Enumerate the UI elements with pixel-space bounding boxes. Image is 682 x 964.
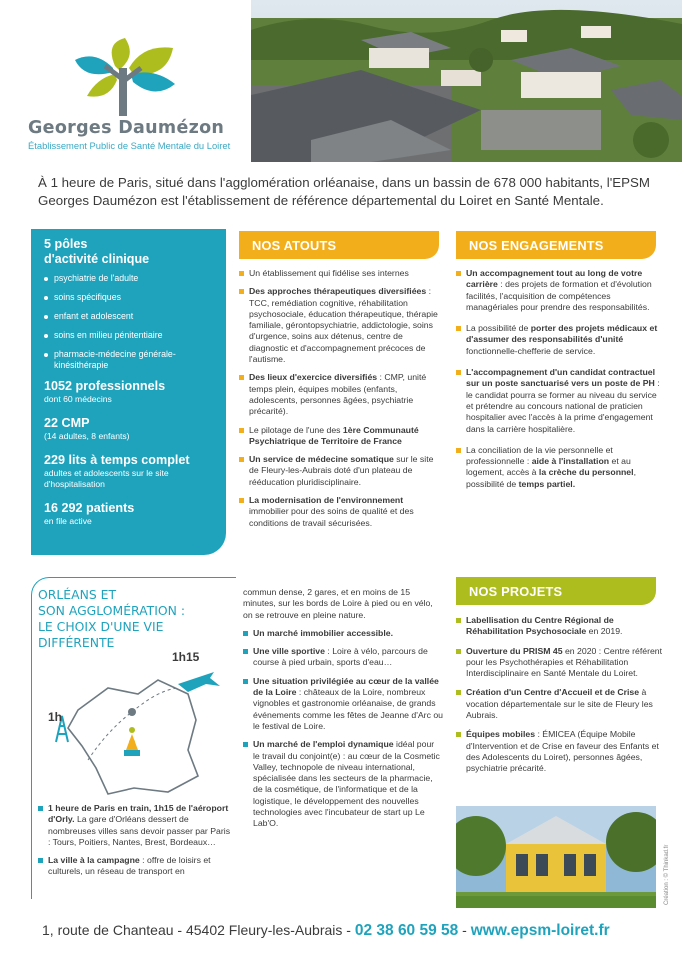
stats-box [31, 229, 226, 555]
list-item: psychiatrie de l'adulte [44, 273, 216, 284]
list-item: Le pilotage de l'une des 1ère Communauté Psychiatrique de Territoire de France [239, 425, 444, 448]
list-item: commun dense, 2 gares, et en moins de 15 minutes, sur les bords de Loire à pied ou en vélo, on se retrouve en pleine nature. [243, 587, 433, 620]
atouts-header: NOS ATOUTS [239, 231, 439, 259]
poles-title: 5 pôles d'activité clinique [44, 237, 150, 266]
footer [42, 922, 610, 940]
list-item: Équipes mobiles : ÉMICEA (Équipe Mobile d'Intervention et de Crise en faveur des Enfants et des Adolescents du Loiret), personnes âgées, psychiatrie précarité. [456, 729, 664, 774]
list-item: La possibilité de porter des projets médicaux et d'assumer des responsabilités d'unité fonctionnelle-chefferie de service. [456, 323, 661, 357]
list-item: Un service de médecine somatique sur le site de Fleury-les-Aubrais doté d'un plateau de rééducation pluridisciplinaire. [239, 454, 444, 488]
list-item: Des approches thérapeutiques diversifiées : TCC, remédiation cognitive, réhabilitation psychosociale, éducation thérapeutique, thérapie familiale, gérontopsychiatrie, addictologie, soins d'urgence, soins aux détenus, centre de diagnostic et d'accompagnement précoces de l'autisme. [239, 286, 444, 365]
atouts-list [239, 268, 444, 536]
list-item: Création d'un Centre d'Accueil et de Crise à vocation départementale sur le site de Fleury les Aubrais. [456, 687, 664, 721]
map-label-plane: 1h15 [172, 650, 200, 664]
photo-credit: Création : © Thinkad.fr [664, 844, 670, 905]
france-map [38, 650, 238, 800]
list-item: 1 heure de Paris en train, 1h15 de l'aéroport d'Orly. La gare d'Orléans dessert de nombreuses villes sans devoir passer par Paris : Tours, Poitiers, Nantes, Brest, Bordeaux… [38, 803, 233, 848]
list-item: Un établissement qui fidélise ses internes [239, 268, 444, 279]
logo-subtitle: Établissement Public de Santé Mentale du Loiret [28, 140, 231, 151]
engagements-list [456, 268, 661, 497]
list-item: La ville à la campagne : offre de loisirs et culturels, un réseau de transport en [38, 855, 233, 878]
building-photo [456, 806, 656, 908]
orleans-right-list [243, 587, 443, 837]
orleans-left-list [38, 803, 233, 885]
stat-cmp: 22 CMP (14 adultes, 8 enfants) [44, 416, 130, 441]
footer-website-link[interactable]: www.epsm-loiret.fr [470, 922, 610, 939]
list-item: enfant et adolescent [44, 311, 216, 322]
intro-paragraph: À 1 heure de Paris, situé dans l'agglomération orléanaise, dans un bassin de 678 000 habitants, l'EPSM Georges Daumézon est l'établissement de référence départemental du Loiret en Santé Mentale. [38, 175, 650, 208]
list-item: Un marché de l'emploi dynamique idéal pour le travail du conjoint(e) : au cœur de la Cosmetic Valley, technopole de niveau international, spécialisée dans les secteurs de la pharmacie, de la cosmétique, de l'informatique et de la logistique, le développement des nouvelles technologies avec l'incubateur de start up Le Lab'O. [243, 739, 443, 829]
list-item: L'accompagnement d'un candidat contractuel sur un poste sanctuarisé vers un poste de PH : le candidat pourra se former au niveau du service et prétendre au concours national de praticien hospitalier avec l'accès à la prime d'engagement dans la carrière hospitalière. [456, 367, 661, 435]
stat-lits: 229 lits à temps complet adultes et adolescents sur le site d'hospitalisation [44, 453, 190, 489]
stat-professionnels: 1052 professionnels dont 60 médecins [44, 379, 166, 404]
engagements-header: NOS ENGAGEMENTS [456, 231, 656, 259]
logo [0, 0, 250, 160]
list-item: pharmacie-médecine générale-kinésithérapie [44, 349, 216, 371]
logo-name: Georges Daumézon [28, 118, 225, 138]
stat-patients: 16 292 patients en file active [44, 501, 135, 526]
poles-list [44, 273, 216, 371]
list-item: La modernisation de l'environnement immobilier pour des soins de qualité et des conditions de travail sécurisées. [239, 495, 444, 529]
list-item: soins spécifiques [44, 292, 216, 303]
footer-address: 1, route de Chanteau - 45402 Fleury-les-Aubrais - [42, 922, 355, 938]
list-item: Un marché immobilier accessible. [243, 628, 443, 639]
hospital-aerial-photo [251, 0, 682, 162]
list-item: Ouverture du PRISM 45 en 2020 : Centre référent pour les Psychothérapies et Réhabilitation Interdisciplinaire en Santé Mentale du Loiret. [456, 646, 664, 680]
footer-separator: - [458, 922, 471, 938]
list-item: Un accompagnement tout au long de votre carrière : des projets de formation et d'évolution facilités, l'acquisition de compétences managériales pour prendre des responsabilités. [456, 268, 661, 313]
list-item: Une ville sportive : Loire à vélo, parcours de course à pied urbain, sports d'eau… [243, 646, 443, 669]
projets-header: NOS PROJETS [456, 577, 656, 605]
list-item: Labellisation du Centre Régional de Réhabilitation Psychosociale en 2019. [456, 615, 664, 638]
tree-logo-icon [75, 38, 185, 120]
projets-list [456, 615, 664, 782]
footer-phone[interactable]: 02 38 60 59 58 [354, 922, 459, 939]
list-item: Une situation privilégiée au cœur de la vallée de la Loire : châteaux de la Loire, nombreux vignobles et gastronomie orléanaise, de grands événements comme les fêtes de Jeanne d'Arc ou le festival de Loire. [243, 676, 443, 732]
map-label-train: 1h [48, 710, 63, 724]
list-item: soins en milieu pénitentiaire [44, 330, 216, 341]
list-item: Des lieux d'exercice diversifiés : CMP, unité temps plein, équipes mobiles (enfants, adolescents, personnes âgées, psychiatrie précarité). [239, 372, 444, 417]
orleans-title: ORLÉANS ET SON AGGLOMÉRATION : LE CHOIX D'UNE VIE DIFFÉRENTE [38, 587, 185, 650]
list-item: La conciliation de la vie personnelle et professionnelle : aide à l'installation et au logement, accès à la crèche du personnel, possibilité de temps partiel. [456, 445, 661, 490]
